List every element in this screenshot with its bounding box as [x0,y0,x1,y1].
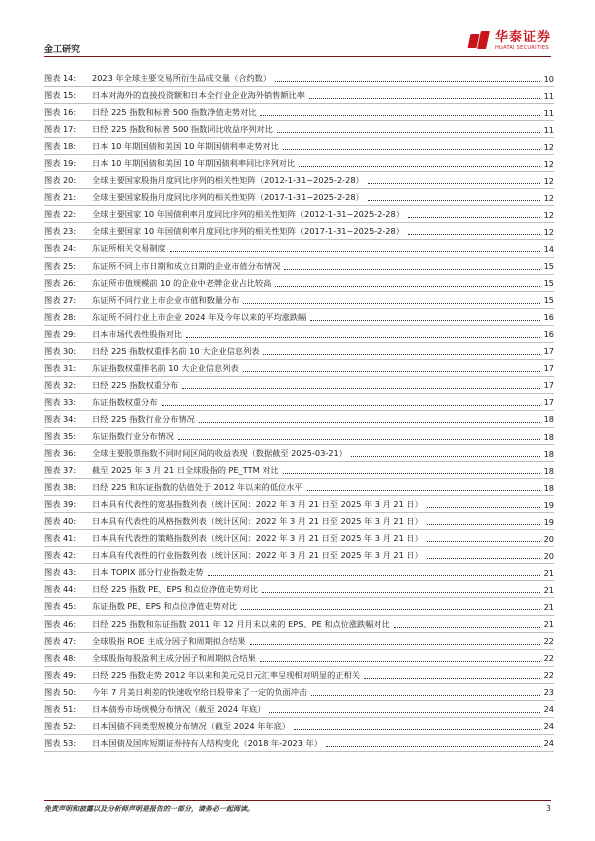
toc-entry-title: 全球股指 ROE 主成分因子和周期拟合结果 [92,635,246,646]
toc-entry-label: 图表 31: [44,362,77,373]
toc-entry[interactable] [44,258,554,275]
toc-dot-leader [310,320,540,321]
toc-entry[interactable] [44,684,554,701]
toc-entry-title: 日经 225 指数行业分布情况 [92,413,195,424]
toc-entry-title: 日本 10 年期国债和美国 10 年期国债利率同比序列对比 [92,158,296,169]
toc-entry-title: 日经 225 指数和标普 500 指数净值走势对比 [92,107,257,118]
toc-entry[interactable] [44,564,554,581]
toc-entry[interactable] [44,377,554,394]
brand-logo [469,30,551,52]
toc-entry-title: 全球主要国家股指月度同比序列的相关性矩阵（2017-1-31~2025-2-28） [92,192,364,203]
toc-entry-title: 日本 TOPIX 部分行业指数走势 [92,567,204,578]
toc-entry-page: 24 [543,721,554,732]
toc-entry-title: 日经 225 指数权重排名前 10 大企业信息列表 [92,345,260,356]
toc-dot-leader [307,490,540,491]
toc-entry-page: 18 [543,414,554,425]
toc-entry-page: 12 [543,192,554,203]
footer-divider [44,800,551,801]
toc-dot-leader [170,251,540,252]
toc-entry-page: 15 [543,261,554,272]
toc-entry[interactable] [44,172,554,189]
toc-dot-leader [408,234,540,235]
toc-entry-title: 东证所相关交易制度 [92,243,166,254]
toc-dot-leader [311,695,540,696]
toc-entry-label: 图表 46: [44,618,77,629]
toc-entry[interactable] [44,240,554,257]
toc-entry-page: 17 [543,380,554,391]
toc-dot-leader [284,269,540,270]
toc-entry-page: 23 [543,687,554,698]
toc-dot-leader [309,98,540,99]
toc-entry-title: 日本对海外的直接投资额和日本全行业企业海外销售额比率 [92,90,305,101]
page-header [0,0,595,60]
toc-entry-title: 日经 225 和东证指数的估值处于 2012 年以来的低位水平 [92,482,303,493]
toc-entry[interactable] [44,394,554,411]
toc-entry[interactable] [44,598,554,615]
toc-dot-leader [427,507,540,508]
toc-dot-leader [368,183,540,184]
toc-entry-page: 21 [543,601,554,612]
toc-dot-leader [162,405,540,406]
toc-dot-leader [283,149,540,150]
toc-dot-leader [199,422,540,423]
toc-entry-page: 24 [543,738,554,749]
toc-entry-page: 17 [543,397,554,408]
toc-dot-leader [277,132,540,133]
toc-entry-page: 19 [543,516,554,527]
toc-entry-title: 东证指数权重分布 [92,396,158,407]
toc-entry-page: 22 [543,653,554,664]
toc-entry[interactable] [44,309,554,326]
toc-dot-leader [294,729,540,730]
toc-entry-page: 16 [543,329,554,340]
toc-entry[interactable] [44,462,554,479]
toc-entry-label: 图表 28: [44,311,77,322]
toc-entry-label: 图表 51: [44,703,77,714]
toc-entry-page: 12 [543,141,554,152]
toc-entry-page: 21 [543,584,554,595]
toc-dot-leader [260,115,540,116]
toc-entry-label: 图表 47: [44,635,77,646]
toc-entry-label: 图表 44: [44,584,77,595]
toc-entry-page: 14 [543,243,554,254]
toc-dot-leader [243,303,540,304]
toc-entry-page: 11 [543,90,554,101]
toc-entry-title: 东证指数行业分布情况 [92,431,174,441]
page-footer [44,800,551,813]
toc-entry-title: 全球主要股票指数不同时间区间的收益表现（数据截至 2025-03-21） [92,448,347,459]
toc-entry-page: 18 [543,465,554,476]
toc-entry-title: 全球主要国家 10 年国债利率月度同比序列的相关性矩阵（2012-1-31~2025-2-28） [92,209,404,220]
toc-entry-title: 日经 225 指数和标普 500 指数同比收益序列对比 [92,124,273,135]
toc-entry[interactable] [44,70,554,87]
toc-entry-page: 24 [543,704,554,715]
toc-entry[interactable] [44,650,554,667]
toc-entry-label: 图表 33: [44,396,77,407]
section-label: 金工研究 [44,45,81,55]
toc-entry[interactable] [44,87,554,104]
toc-entry-page: 18 [543,448,554,459]
toc-entry-label: 图表 34: [44,413,77,424]
toc-entry-label: 图表 53: [44,737,77,748]
toc-entry[interactable] [44,701,554,718]
toc-entry-title: 日经 225 指数和东证指数 2011 年 12 月月末以来的 EPS、PE 和点位涨跌幅对比 [92,618,390,629]
toc-entry-title: 东证所不同上市日期和成立日期的企业市值分布情况 [92,260,281,271]
toc-entry-label: 图表 36: [44,448,77,459]
toc-entry-page: 12 [543,175,554,186]
toc-entry[interactable] [44,428,554,445]
toc-entry[interactable] [44,530,554,547]
footer-disclaimer: 免责声明和披露以及分析师声明是报告的一部分，请务必一起阅读。 [44,805,254,813]
toc-entry[interactable] [44,411,554,428]
toc-entry-label: 图表 21: [44,192,77,203]
toc-entry-title: 全球主要国家股指月度同比序列的相关性矩阵（2012-1-31~2025-2-28） [92,175,364,186]
toc-entry-label: 图表 43: [44,567,77,578]
toc-entry-title: 日本国债及国库短期证券持有人结构变化（2018 年-2023 年） [92,737,322,748]
toc-entry[interactable] [44,547,554,564]
toc-entry-title: 东证指数权重排名前 10 大企业信息列表 [92,362,239,373]
toc-entry-label: 图表 40: [44,516,77,527]
toc-dot-leader [241,609,540,610]
toc-entry-title: 今年 7 月美日利差的快速收窄给日股带来了一定的负面冲击 [92,686,308,697]
huatai-logo-icon [469,30,491,52]
toc-dot-leader [178,439,540,440]
toc-entry-label: 图表 38: [44,482,77,493]
toc-entry-page: 19 [543,499,554,510]
toc-dot-leader [351,456,540,457]
toc-entry[interactable] [44,343,554,360]
toc-entry-title: 日本债券市场规模分布情况（截至 2024 年底） [92,703,266,714]
toc-entry[interactable] [44,292,554,309]
toc-dot-leader [275,286,540,287]
toc-entry-label: 图表 22: [44,209,77,220]
toc-entry-title: 日本 10 年期国债和美国 10 年期国债利率走势对比 [92,141,279,152]
toc-entry-label: 图表 14: [44,73,77,84]
toc-entry-page: 21 [543,567,554,578]
toc-entry-title: 日本具有代表性的风格指数列表（统计区间：2022 年 3 月 21 日至 2025 年 3 月 21 日） [92,516,423,527]
toc-entry[interactable] [44,445,554,462]
figure-index-list [44,70,554,752]
toc-entry[interactable] [44,223,554,240]
toc-entry[interactable] [44,206,554,223]
toc-entry-label: 图表 32: [44,379,77,390]
toc-entry-label: 图表 45: [44,601,77,612]
toc-entry-label: 图表 42: [44,550,77,561]
toc-entry-title: 全球主要国家 10 年国债利率月度同比序列的相关性矩阵（2017-1-31~2025-2-28） [92,226,404,237]
toc-dot-leader [263,354,540,355]
toc-dot-leader [269,712,540,713]
toc-entry-label: 图表 49: [44,669,77,680]
toc-dot-leader [364,678,540,679]
toc-entry-title: 日本国债不同类型规模分布情况（截至 2024 年年底） [92,720,290,731]
toc-entry-label: 图表 39: [44,499,77,510]
toc-dot-leader [408,217,540,218]
toc-entry-page: 11 [543,107,554,118]
toc-entry[interactable] [44,616,554,633]
toc-entry-title: 东证所不同行业上市企业 2024 年及今年以来的平均涨跌幅 [92,311,307,322]
toc-entry-title: 日本具有代表性的宽基指数列表（统计区间：2022 年 3 月 21 日至 2025 年 3 月 21 日） [92,499,423,510]
toc-entry-label: 图表 19: [44,158,77,169]
toc-dot-leader [368,200,540,201]
toc-dot-leader [208,575,541,576]
toc-dot-leader [243,371,540,372]
toc-entry-page: 11 [543,124,554,135]
brand-name-en: HUATAI SECURITIES [494,45,549,51]
toc-entry-label: 图表 29: [44,328,77,339]
toc-dot-leader [299,166,540,167]
toc-entry-label: 图表 50: [44,686,77,697]
toc-dot-leader [427,541,540,542]
toc-entry-title: 东证所不同行业上市企业市值和数量分布 [92,294,240,305]
toc-entry[interactable] [44,513,554,530]
toc-dot-leader [283,473,540,474]
toc-entry[interactable] [44,155,554,172]
toc-dot-leader [250,644,540,645]
toc-entry-page: 18 [543,482,554,493]
toc-entry[interactable] [44,138,554,155]
toc-dot-leader [260,661,540,662]
toc-entry-label: 图表 25: [44,260,77,271]
toc-dot-leader [275,81,540,82]
toc-entry-title: 日本具有代表性的策略指数列表（统计区间：2022 年 3 月 21 日至 2025 年 3 月 21 日） [92,533,423,544]
toc-entry-label: 图表 48: [44,652,77,663]
toc-entry-label: 图表 16: [44,107,77,118]
toc-entry-page: 16 [543,312,554,323]
toc-entry-title: 东证指数 PE、EPS 和点位净值走势对比 [92,601,238,612]
toc-entry-title: 东证所市值规模前 10 的企业中老牌企业占比较高 [92,277,272,288]
toc-entry-title: 全球股指每股盈利主成分因子和周期拟合结果 [92,652,256,663]
toc-entry[interactable] [44,326,554,343]
toc-row-divider [44,751,554,752]
toc-entry-page: 15 [543,278,554,289]
toc-entry-page: 20 [543,550,554,561]
page-number: 3 [545,804,551,813]
toc-entry-title: 日经 225 指数权重分布 [92,379,179,390]
toc-entry-label: 图表 20: [44,175,77,186]
toc-dot-leader [427,524,540,525]
toc-entry[interactable] [44,104,554,121]
toc-dot-leader [326,746,540,747]
toc-dot-leader [182,388,540,389]
toc-entry[interactable] [44,735,554,752]
toc-entry-label: 图表 24: [44,243,77,254]
toc-entry-page: 22 [543,636,554,647]
toc-dot-leader [427,558,540,559]
toc-entry-title: 日经 225 指数走势 2012 年以来和美元兑日元汇率呈现相对明显的正相关 [92,669,360,680]
toc-entry-page: 17 [543,363,554,374]
toc-entry-label: 图表 27: [44,294,77,305]
toc-entry-title: 2023 年全球主要交易所衍生品成交量（合约数） [92,73,272,84]
toc-entry-label: 图表 26: [44,277,77,288]
toc-entry-page: 12 [543,226,554,237]
toc-entry-label: 图表 17: [44,124,77,135]
toc-entry-label: 图表 18: [44,141,77,152]
toc-entry[interactable] [44,275,554,292]
toc-entry[interactable] [44,121,554,138]
toc-entry[interactable] [44,581,554,598]
toc-entry-title: 日本市场代表性股指对比 [92,328,183,339]
toc-entry-page: 18 [543,431,554,442]
toc-entry-page: 22 [543,670,554,681]
toc-dot-leader [186,337,540,338]
toc-entry-page: 12 [543,209,554,220]
toc-dot-leader [262,592,540,593]
toc-entry-label: 图表 52: [44,720,77,731]
toc-entry[interactable] [44,633,554,650]
toc-entry-title: 日本具有代表性的行业指数列表（统计区间：2022 年 3 月 21 日至 2025 年 3 月 21 日） [92,550,423,561]
toc-entry[interactable] [44,496,554,513]
toc-entry[interactable] [44,667,554,684]
toc-entry-page: 20 [543,533,554,544]
toc-entry-page: 15 [543,295,554,306]
toc-entry-title: 日经 225 指数 PE、EPS 和点位净值走势对比 [92,584,259,595]
toc-entry-label: 图表 35: [44,431,77,441]
toc-entry[interactable] [44,718,554,735]
toc-entry-page: 17 [543,346,554,357]
toc-entry[interactable] [44,360,554,377]
toc-entry-label: 图表 41: [44,533,77,544]
toc-entry-label: 图表 15: [44,90,77,101]
toc-entry[interactable] [44,479,554,496]
toc-dot-leader [394,627,540,628]
toc-entry-page: 10 [543,73,554,84]
toc-entry-title: 截至 2025 年 3 月 21 日全球股指的 PE_TTM 对比 [92,465,279,476]
toc-entry-page: 12 [543,158,554,169]
header-divider [44,56,551,57]
toc-entry[interactable] [44,189,554,206]
toc-entry-page: 21 [543,619,554,630]
toc-entry-label: 图表 37: [44,465,77,476]
brand-name-cn: 华泰证券 [494,30,551,45]
toc-entry-label: 图表 23: [44,226,77,237]
toc-entry-label: 图表 30: [44,345,77,356]
